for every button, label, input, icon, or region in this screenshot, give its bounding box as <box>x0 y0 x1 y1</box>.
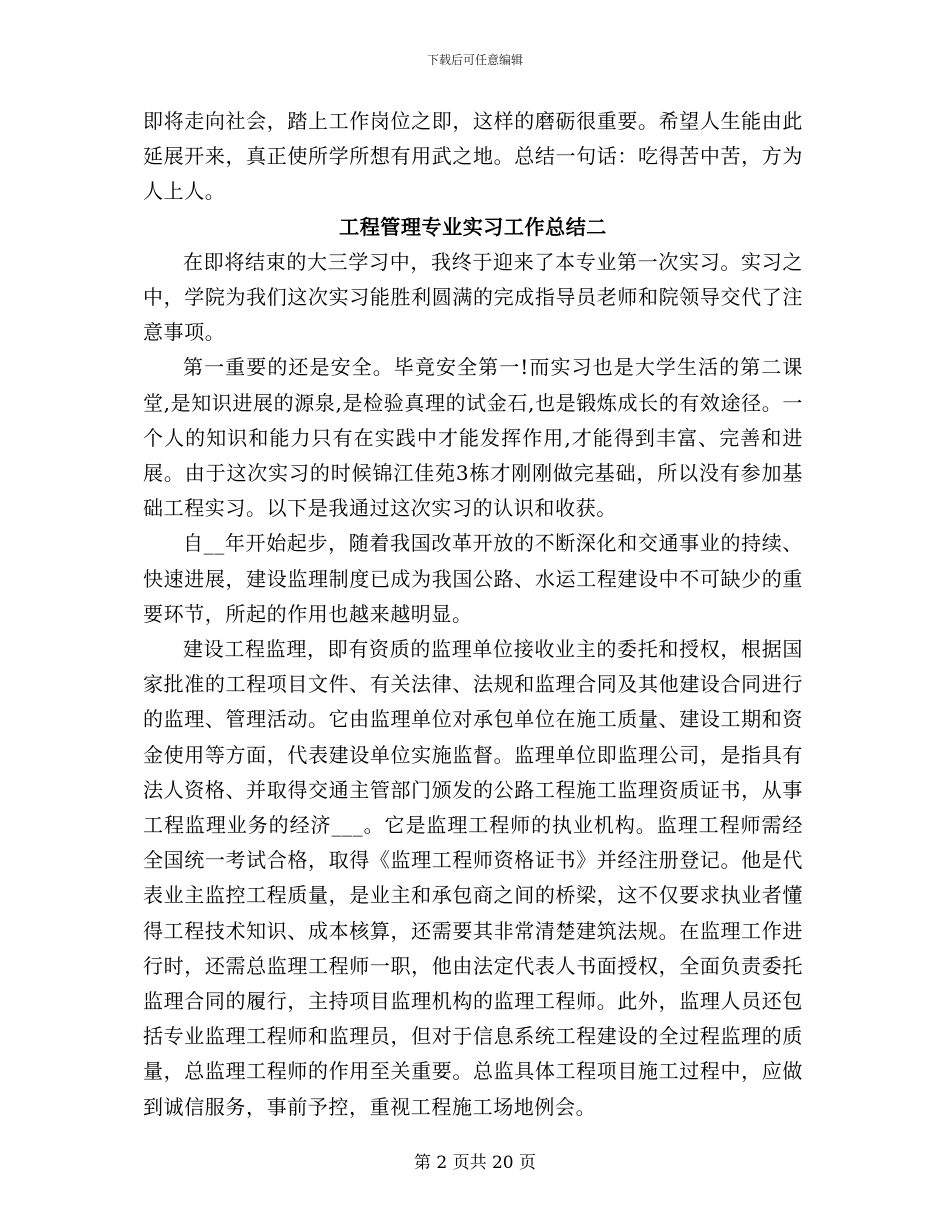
page-footer <box>0 1152 950 1174</box>
document-body <box>143 104 803 1125</box>
paragraph: 第一重要的还是安全。毕竟安全第一!而实习也是大学生活的第二课堂,是知识进展的源泉,是检验真理的试金石,也是锻炼成长的有效途径。一个人的知识和能力只有在实践中才能发挥作用,才能得到丰富、完善和进展。由于这次实习的时候锦江佳苑3栋才刚刚做完基础，所以没有参加基础工程实习。以下是我通过这次实习的认识和收获。 <box>143 355 803 521</box>
paragraph: 建设工程监理，即有资质的监理单位接收业主的委托和授权，根据国家批准的工程项目文件、有关法律、法规和监理合同及其他建设合同进行的监理、管理活动。它由监理单位对承包单位在施工质量、建设工期和资金使用等方面，代表建设单位实施监督。监理单位即监理公司，是指具有法人资格、并取得交通主管部门颁发的公路工程施工监理资质证书，从事工程监理业务的经济___。它是监理工程师的执业机构。监理工程师需经全国统一考试合格，取得《监理工程师资格证书》并经注册登记。他是代表业主监控工程质量，是业主和承包商之间的桥梁，这不仅要求执业者懂得工程技术知识、成本核算，还需要其非常清楚建筑法规。在监理工作进行时，还需总监理工程师一职，他由法定代表人书面授权，全面负责委托监理合同的履行，主持项目监理机构的监理工程师。此外，监理人员还包括专业监理工程师和监理员，但对于信息系统工程建设的全过程监理的质量，总监理工程师的作用至关重要。总监具体工程项目施工过程中，应做到诚信服务，事前予控，重视工程施工场地例会。 <box>143 637 803 1119</box>
paragraph: 在即将结束的大三学习中，我终于迎来了本专业第一次实习。实习之中，学院为我们这次实习能胜利圆满的完成指导员老师和院领导交代了注意事项。 <box>143 249 803 345</box>
page-header <box>0 52 950 68</box>
intro-paragraph: 即将走向社会，踏上工作岗位之即，这样的磨砺很重要。希望人生能由此延展开来，真正使所学所想有用武之地。总结一句话：吃得苦中苦，方为人上人。 <box>143 109 803 204</box>
section-title: 工程管理专业实习工作总结二 <box>339 214 607 239</box>
page-number: 第 2 页共 20 页 <box>413 1153 537 1173</box>
header-text: 下载后可任意编辑 <box>426 53 523 67</box>
paragraph: 自__年开始起步，随着我国改革开放的不断深化和交通事业的持续、快速进展，建设监理制度已成为我国公路、水运工程建设中不可缺少的重要环节，所起的作用也越来越明显。 <box>143 531 803 626</box>
